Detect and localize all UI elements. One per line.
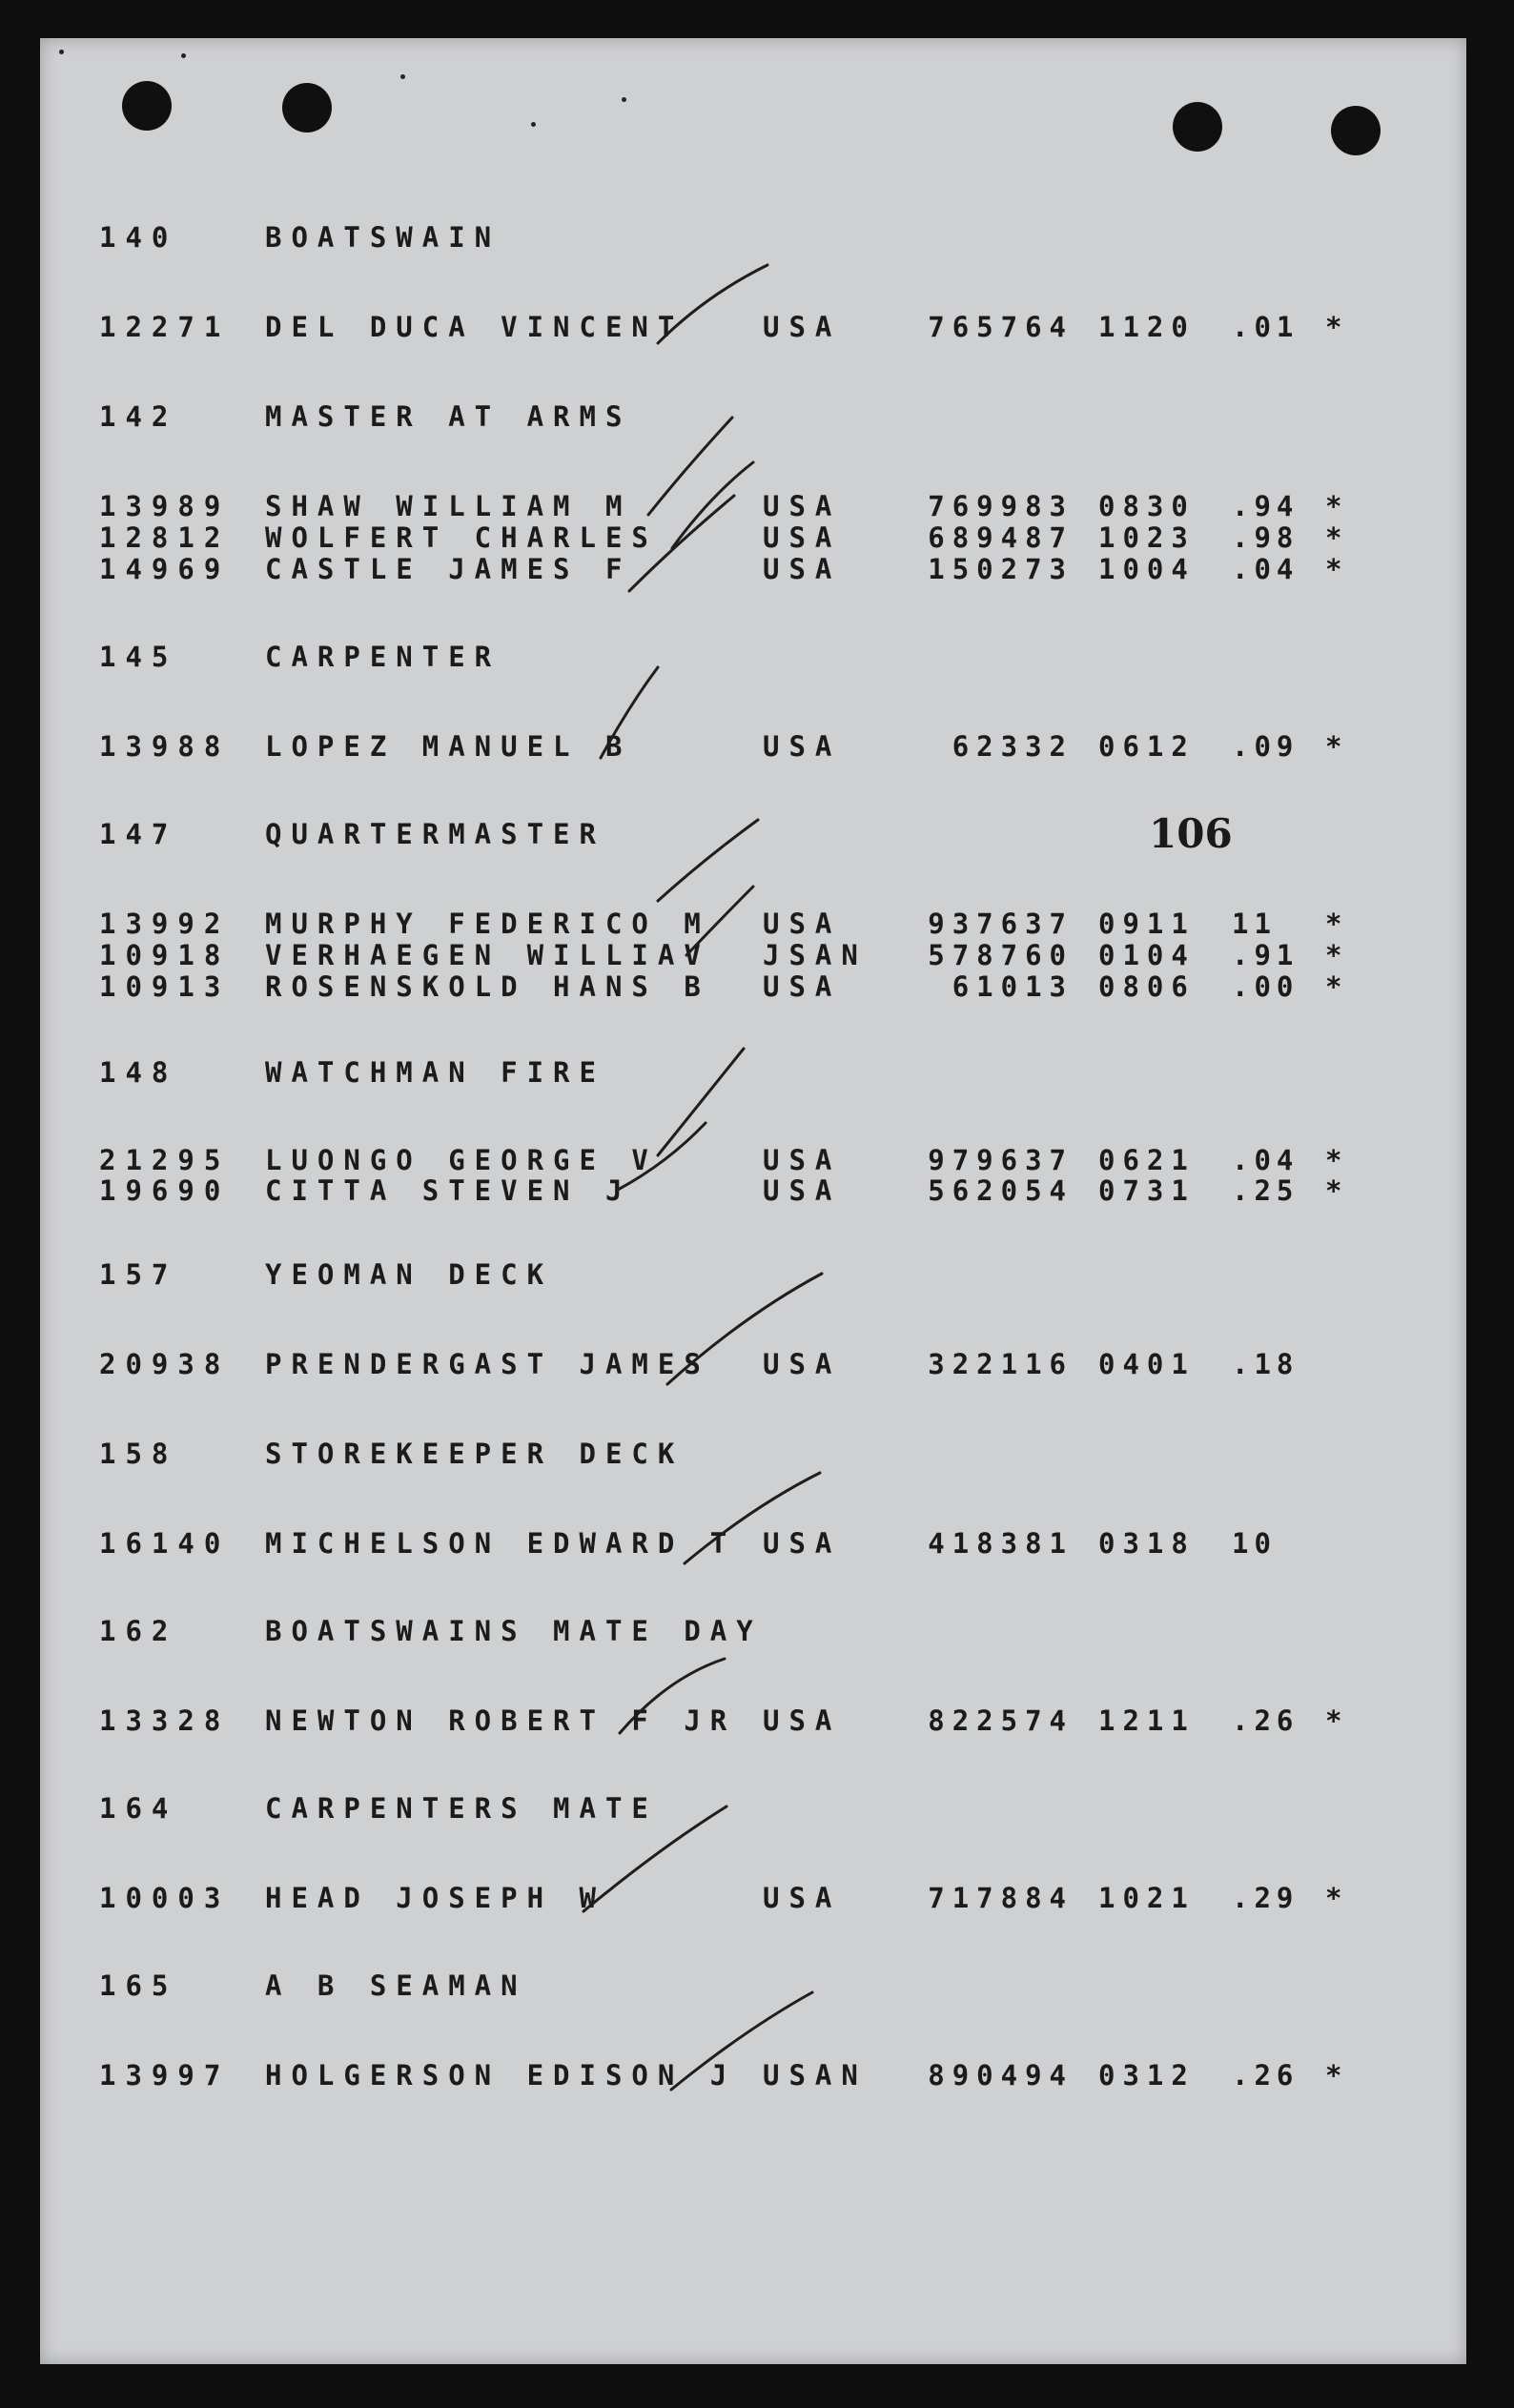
crew-id: 21295 bbox=[99, 1144, 231, 1176]
asterisk-mark: * bbox=[1325, 939, 1342, 971]
rating-title: A B SEAMAN bbox=[265, 1969, 527, 2002]
record-time: 0318 bbox=[1098, 1527, 1196, 1560]
rating-code: 145 bbox=[99, 641, 178, 673]
check-mark bbox=[685, 1473, 820, 1563]
check-mark bbox=[667, 1274, 822, 1384]
citizenship: USA bbox=[763, 1527, 842, 1560]
record-value: .91 bbox=[1232, 939, 1299, 971]
rating-code: 165 bbox=[99, 1969, 178, 2002]
crew-id: 10003 bbox=[99, 1882, 231, 1914]
rating-title: CARPENTER bbox=[265, 641, 501, 673]
asterisk-mark: * bbox=[1325, 521, 1342, 554]
record-number: 937637 bbox=[928, 908, 1074, 940]
crew-id: 20938 bbox=[99, 1348, 231, 1380]
check-mark bbox=[618, 1123, 706, 1190]
record-time: 0621 bbox=[1098, 1144, 1196, 1176]
rating-code: 158 bbox=[99, 1438, 178, 1470]
record-value: .29 bbox=[1232, 1882, 1299, 1914]
citizenship: USA bbox=[763, 970, 842, 1003]
page-number: 106 bbox=[1149, 810, 1233, 857]
crew-id: 13992 bbox=[99, 908, 231, 940]
citizenship: USA bbox=[763, 521, 842, 554]
check-mark bbox=[671, 1992, 812, 2090]
asterisk-mark: * bbox=[1325, 730, 1342, 763]
crew-name: MURPHY FEDERICO M bbox=[265, 908, 710, 940]
citizenship: USA bbox=[763, 1882, 842, 1914]
record-time: 0911 bbox=[1098, 908, 1196, 940]
citizenship: USA bbox=[763, 1174, 842, 1207]
record-time: 1023 bbox=[1098, 521, 1196, 554]
asterisk-mark: * bbox=[1325, 1704, 1342, 1737]
record-time: 1021 bbox=[1098, 1882, 1196, 1914]
record-number: 62332 bbox=[951, 730, 1074, 763]
record-value: .25 bbox=[1232, 1174, 1299, 1207]
citizenship: USA bbox=[763, 1348, 842, 1380]
asterisk-mark: * bbox=[1325, 490, 1342, 522]
crew-name: SHAW WILLIAM M bbox=[265, 490, 632, 522]
rating-code: 157 bbox=[99, 1258, 178, 1291]
check-mark bbox=[620, 1659, 725, 1733]
crew-name: HOLGERSON EDISON J bbox=[265, 2059, 737, 2092]
crew-name: ROSENSKOLD HANS B bbox=[265, 970, 710, 1003]
record-time: 0830 bbox=[1098, 490, 1196, 522]
citizenship: USA bbox=[763, 908, 842, 940]
record-time: 1211 bbox=[1098, 1704, 1196, 1737]
rating-code: 148 bbox=[99, 1056, 178, 1089]
citizenship: USA bbox=[763, 553, 842, 585]
asterisk-mark: * bbox=[1325, 970, 1342, 1003]
citizenship: USA bbox=[763, 1144, 842, 1176]
citizenship: USA bbox=[763, 1704, 842, 1737]
crew-id: 13989 bbox=[99, 490, 231, 522]
crew-id: 10918 bbox=[99, 939, 231, 971]
crew-name: VERHAEGEN WILLIAV bbox=[265, 939, 710, 971]
rating-code: 164 bbox=[99, 1792, 178, 1825]
citizenship: USA bbox=[763, 730, 842, 763]
rating-title: QUARTERMASTER bbox=[265, 818, 605, 850]
record-number: 578760 bbox=[928, 939, 1074, 971]
crew-name: MICHELSON EDWARD T bbox=[265, 1527, 737, 1560]
check-mark bbox=[658, 265, 767, 343]
crew-name: LUONGO GEORGE V bbox=[265, 1144, 658, 1176]
citizenship: JSAN bbox=[763, 939, 868, 971]
record-value: .18 bbox=[1232, 1348, 1299, 1380]
asterisk-mark: * bbox=[1325, 908, 1342, 940]
record-value: .26 bbox=[1232, 1704, 1299, 1737]
citizenship: USA bbox=[763, 490, 842, 522]
record-value: .04 bbox=[1232, 553, 1299, 585]
record-value: .00 bbox=[1232, 970, 1299, 1003]
record-number: 150273 bbox=[928, 553, 1074, 585]
rating-title: CARPENTERS MATE bbox=[265, 1792, 658, 1825]
rating-code: 162 bbox=[99, 1615, 178, 1647]
check-mark bbox=[686, 887, 753, 955]
crew-id: 13328 bbox=[99, 1704, 231, 1737]
record-value: .01 bbox=[1232, 311, 1299, 343]
rating-title: MASTER AT ARMS bbox=[265, 400, 632, 433]
record-time: 1004 bbox=[1098, 553, 1196, 585]
record-value: .04 bbox=[1232, 1144, 1299, 1176]
check-mark bbox=[672, 462, 753, 548]
record-time: 0104 bbox=[1098, 939, 1196, 971]
record-value: 11 bbox=[1232, 908, 1277, 940]
record-value: .94 bbox=[1232, 490, 1299, 522]
record-value: 10 bbox=[1232, 1527, 1277, 1560]
rating-code: 142 bbox=[99, 400, 178, 433]
record-number: 822574 bbox=[928, 1704, 1074, 1737]
record-time: 0612 bbox=[1098, 730, 1196, 763]
record-time: 1120 bbox=[1098, 311, 1196, 343]
asterisk-mark: * bbox=[1325, 553, 1342, 585]
crew-name: HEAD JOSEPH W bbox=[265, 1882, 605, 1914]
check-mark bbox=[583, 1806, 726, 1911]
rating-title: BOATSWAIN bbox=[265, 221, 501, 254]
record-number: 61013 bbox=[951, 970, 1074, 1003]
check-mark bbox=[601, 667, 658, 758]
crew-name: PRENDERGAST JAMES bbox=[265, 1348, 710, 1380]
rating-title: BOATSWAINS MATE DAY bbox=[265, 1615, 763, 1647]
crew-name: DEL DUCA VINCENT bbox=[265, 311, 685, 343]
crew-name: NEWTON ROBERT F JR bbox=[265, 1704, 737, 1737]
crew-id: 12271 bbox=[99, 311, 231, 343]
record-time: 0806 bbox=[1098, 970, 1196, 1003]
record-time: 0312 bbox=[1098, 2059, 1196, 2092]
rating-title: STOREKEEPER DECK bbox=[265, 1438, 685, 1470]
crew-id: 14969 bbox=[99, 553, 231, 585]
check-mark bbox=[648, 418, 732, 515]
check-mark bbox=[658, 820, 758, 901]
record-value: .98 bbox=[1232, 521, 1299, 554]
record-number: 322116 bbox=[928, 1348, 1074, 1380]
check-mark bbox=[629, 496, 734, 591]
crew-id: 19690 bbox=[99, 1174, 231, 1207]
citizenship: USA bbox=[763, 311, 842, 343]
crew-name: CITTA STEVEN J bbox=[265, 1174, 632, 1207]
record-number: 769983 bbox=[928, 490, 1074, 522]
record-time: 0401 bbox=[1098, 1348, 1196, 1380]
crew-id: 10913 bbox=[99, 970, 231, 1003]
citizenship: USAN bbox=[763, 2059, 868, 2092]
asterisk-mark: * bbox=[1325, 2059, 1342, 2092]
crew-id: 16140 bbox=[99, 1527, 231, 1560]
crew-id: 12812 bbox=[99, 521, 231, 554]
crew-name: LOPEZ MANUEL B bbox=[265, 730, 632, 763]
record-number: 717884 bbox=[928, 1882, 1074, 1914]
crew-id: 13988 bbox=[99, 730, 231, 763]
crew-id: 13997 bbox=[99, 2059, 231, 2092]
record-number: 979637 bbox=[928, 1144, 1074, 1176]
record-number: 765764 bbox=[928, 311, 1074, 343]
rating-title: WATCHMAN FIRE bbox=[265, 1056, 605, 1089]
crew-name: WOLFERT CHARLES bbox=[265, 521, 658, 554]
record-number: 562054 bbox=[928, 1174, 1074, 1207]
rating-title: YEOMAN DECK bbox=[265, 1258, 554, 1291]
record-number: 890494 bbox=[928, 2059, 1074, 2092]
record-value: .09 bbox=[1232, 730, 1299, 763]
record-time: 0731 bbox=[1098, 1174, 1196, 1207]
check-mark bbox=[658, 1049, 744, 1155]
record-number: 689487 bbox=[928, 521, 1074, 554]
asterisk-mark: * bbox=[1325, 311, 1342, 343]
asterisk-mark: * bbox=[1325, 1144, 1342, 1176]
crew-name: CASTLE JAMES F bbox=[265, 553, 632, 585]
record-number: 418381 bbox=[928, 1527, 1074, 1560]
rating-code: 140 bbox=[99, 221, 178, 254]
asterisk-mark: * bbox=[1325, 1174, 1342, 1207]
record-value: .26 bbox=[1232, 2059, 1299, 2092]
rating-code: 147 bbox=[99, 818, 178, 850]
asterisk-mark: * bbox=[1325, 1882, 1342, 1914]
